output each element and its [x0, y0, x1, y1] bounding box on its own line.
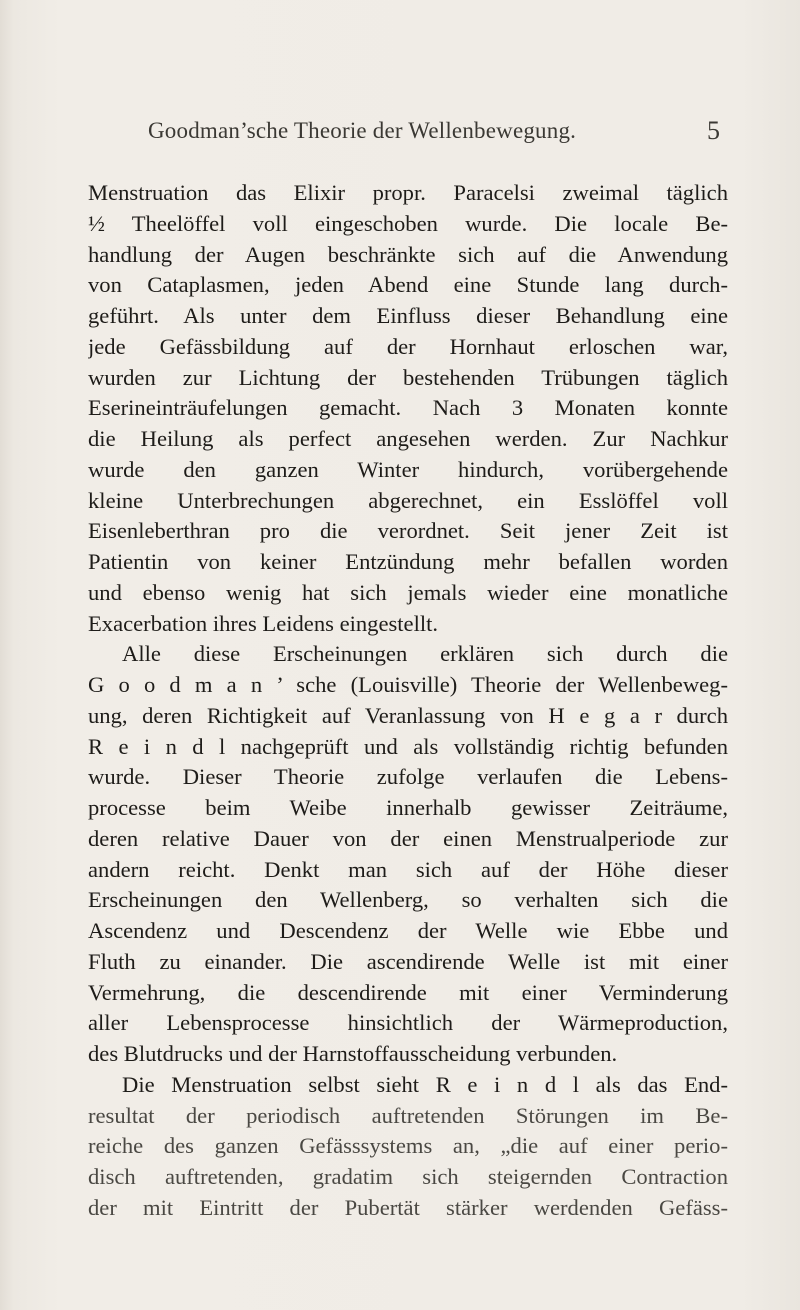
- text-line: Patientin von keiner Entzündung mehr befallen worden: [88, 549, 728, 574]
- text-line: aller Lebensprocesse hinsichtlich der Wärmeproduction,: [88, 1010, 728, 1036]
- text-line: deren relative Dauer von der einen Menstrualperiode zur: [88, 825, 728, 851]
- text-line: ½ Theelöffel voll eingeschoben wurde. Die locale Be-: [88, 210, 728, 236]
- text-line: Vermehrung, die descendirende mit einer Verminderung: [88, 979, 728, 1005]
- text-line: G o o d m a n ’ sche (Louisville) Theorie der Wellenbeweg-: [88, 672, 728, 697]
- text-line: des Blutdrucks und der Harnstoffausscheidung verbunden.: [88, 1041, 618, 1066]
- text-line: Erscheinungen den Wellenberg, so verhalten sich die: [88, 887, 728, 913]
- text-line: kleine Unterbrechungen abgerechnet, ein Esslöffel voll: [88, 487, 728, 513]
- text-line: Exacerbation ihres Leidens eingestellt.: [88, 610, 439, 636]
- text-line: geführt. Als unter dem Einfluss dieser Behandlung eine: [88, 303, 728, 328]
- text-line: disch auftretenden, gradatim sich steigernden Contraction: [88, 1164, 728, 1189]
- running-head: [148, 116, 720, 154]
- text-line: Fluth zu einander. Die ascendirende Welle ist mit einer: [88, 948, 728, 974]
- text-line: reiche des ganzen Gefässsystems an, „die auf einer perio-: [88, 1133, 728, 1159]
- body-text: [88, 178, 728, 1224]
- text-line: Alle diese Erscheinungen erklären sich durch die: [122, 641, 728, 667]
- text-line: die Heilung als perfect angesehen werden. Zur Nachkur: [88, 426, 728, 451]
- text-line: und ebenso wenig hat sich jemals wieder eine monatliche: [88, 579, 728, 605]
- text-line: ung, deren Richtigkeit auf Veranlassung von H e g a r durch: [88, 702, 728, 728]
- text-line: wurde den ganzen Winter hindurch, vorübergehende: [88, 456, 728, 482]
- text-line: wurde. Dieser Theorie zufolge verlaufen die Lebens-: [88, 764, 728, 790]
- text-line: wurden zur Lichtung der bestehenden Trübungen täglich: [88, 364, 728, 390]
- text-line: resultat der periodisch auftretenden Störungen im Be-: [88, 1102, 728, 1128]
- text-line: Eisenleberthran pro die verordnet. Seit jener Zeit ist: [88, 518, 728, 544]
- text-line: processe beim Weibe innerhalb gewisser Zeiträume,: [88, 795, 728, 820]
- text-line: handlung der Augen beschränkte sich auf die Anwendung: [88, 241, 728, 267]
- running-title: Goodman’sche Theorie der Wellenbewegung.: [148, 118, 577, 143]
- text-line: R e i n d l nachgeprüft und als vollständig richtig befunden: [88, 733, 728, 759]
- text-line: jede Gefässbildung auf der Hornhaut erloschen war,: [88, 333, 728, 359]
- text-line: Die Menstruation selbst sieht R e i n d l als das End-: [122, 1071, 728, 1097]
- text-line: Eserineinträufelungen gemacht. Nach 3 Monaten konnte: [88, 395, 728, 421]
- text-line: Ascendenz und Descendenz der Welle wie Ebbe und: [88, 918, 728, 943]
- text-line: andern reicht. Denkt man sich auf der Höhe dieser: [88, 856, 728, 882]
- text-line: Menstruation das Elixir propr. Paracelsi zweimal täglich: [88, 180, 728, 205]
- page-number: 5: [707, 116, 720, 145]
- text-line: von Cataplasmen, jeden Abend eine Stunde lang durch-: [88, 272, 728, 298]
- text-line: der mit Eintritt der Pubertät stärker werdenden Gefäss-: [88, 1194, 728, 1220]
